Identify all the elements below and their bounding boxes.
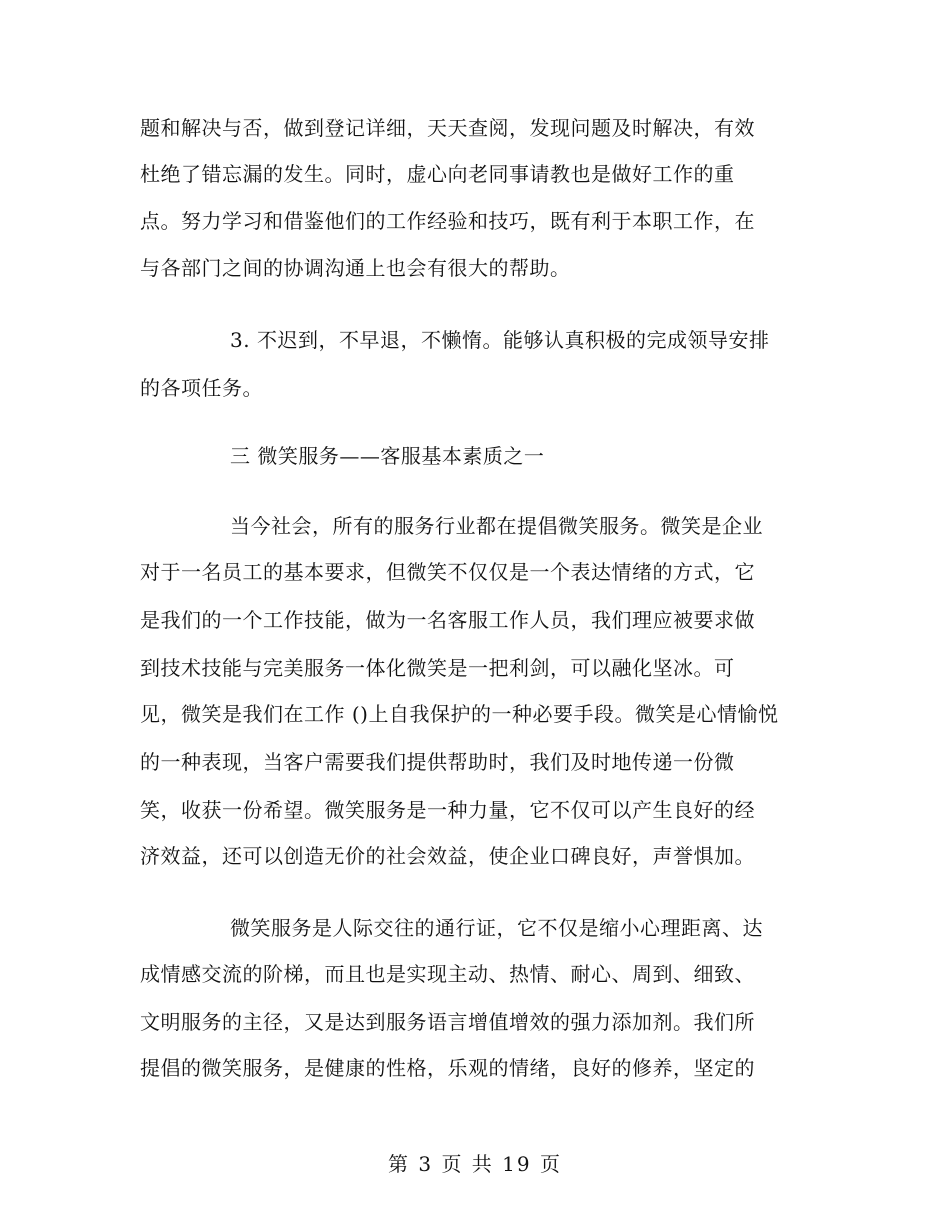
text-line: 微笑服务是人际交往的通行证，它不仅是缩小心理距离、达 <box>230 916 763 940</box>
text-line: 与各部门之间的协调沟通上也会有很大的帮助。 <box>140 256 571 280</box>
text-line: 的一种表现，当客户需要我们提供帮助时，我们及时地传递一份微 <box>140 750 735 774</box>
text-line: 济效益，还可以创造无价的社会效益，使企业口碑良好，声誉惧加。 <box>140 844 755 868</box>
text-line: 提倡的微笑服务，是健康的性格，乐观的情绪，良好的修养，坚定的 <box>140 1056 755 1080</box>
section-heading: 三 微笑服务——客服基本素质之一 <box>230 444 545 468</box>
page-footer: 第 3 页 共 19 页 <box>388 1152 562 1176</box>
text-line: 笑，收获一份希望。微笑服务是一种力量，它不仅可以产生良好的经 <box>140 798 755 822</box>
text-line: 是我们的一个工作技能，做为一名客服工作人员，我们理应被要求做 <box>140 608 755 632</box>
text-line: 成情感交流的阶梯，而且也是实现主动、热情、耐心、周到、细致、 <box>140 962 755 986</box>
text-line: 点。努力学习和借鉴他们的工作经验和技巧，既有利于本职工作，在 <box>140 209 755 233</box>
text-line: 3. 不迟到，不早退，不懒惰。能够认真积极的完成领导安排 <box>230 328 770 352</box>
text-line: 的各项任务。 <box>140 376 263 400</box>
text-line: 对于一名员工的基本要求，但微笑不仅仅是一个表达情绪的方式，它 <box>140 560 755 584</box>
text-line: 当今社会，所有的服务行业都在提倡微笑服务。微笑是企业 <box>230 514 763 538</box>
text-line: 到技术技能与完美服务一体化微笑是一把利剑，可以融化坚冰。可 <box>140 656 735 680</box>
text-line: 杜绝了错忘漏的发生。同时，虚心向老同事请教也是做好工作的重 <box>140 162 735 186</box>
text-line: 见，微笑是我们在工作 ()上自我保护的一种必要手段。微笑是心情愉悦 <box>140 702 779 726</box>
text-line: 文明服务的主径，又是达到服务语言增值增效的强力添加剂。我们所 <box>140 1010 755 1034</box>
text-line: 题和解决与否，做到登记详细，天天查阅，发现问题及时解决，有效 <box>140 116 755 140</box>
